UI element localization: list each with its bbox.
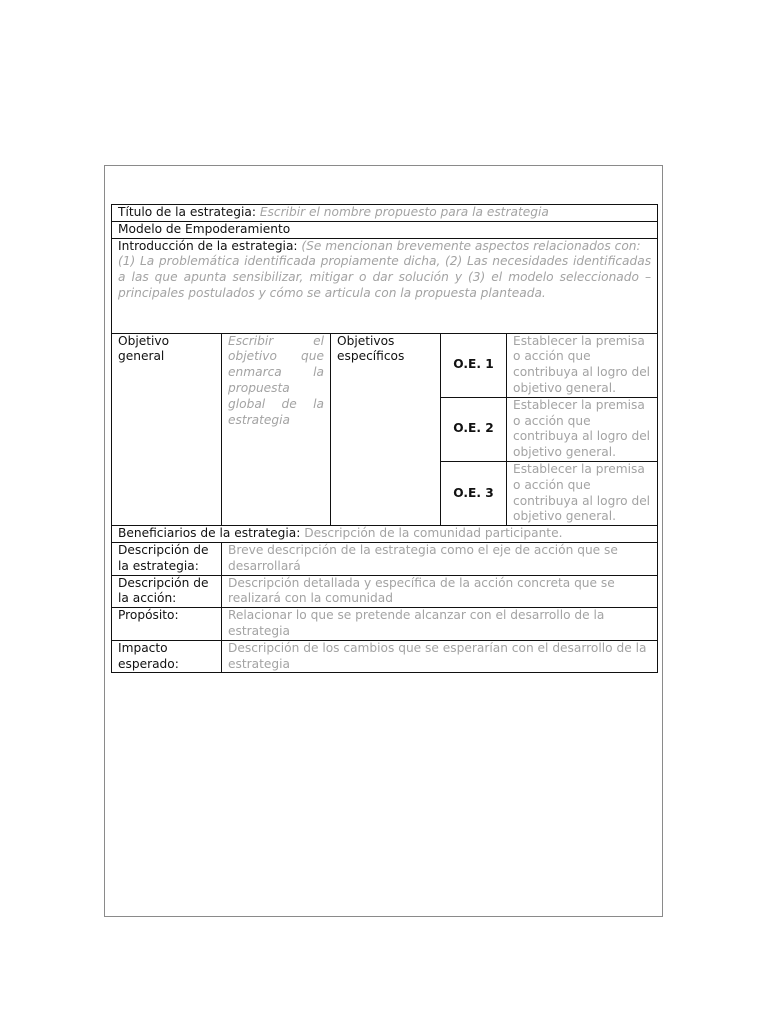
title-cell[interactable] (112, 205, 658, 222)
expected-impact-row (112, 640, 658, 673)
action-description-placeholder[interactable]: Descripción detallada y específica de la acción concreta que se realizará con la comunidad (222, 575, 658, 608)
intro-label: Introducción de la estrategia: (118, 238, 298, 253)
oe-2-text[interactable]: Establecer la premisa o acción que contribuya al logro del objetivo general. (507, 397, 658, 461)
beneficiaries-row (112, 526, 658, 543)
oe-2-label: O.E. 2 (441, 397, 507, 461)
intro-placeholder-2: (1) La problemática identificada propiamente dicha, (2) Las necesidades identificadas a las que apunta sensibilizar, mitigar o dar solución y (3) el modelo seleccionado – principales postulados y cómo se articula con la propuesta planteada. (118, 254, 652, 300)
purpose-placeholder[interactable]: Relacionar lo que se pretende alcanzar con el desarrollo de la estrategia (222, 608, 658, 641)
oe-3-text[interactable]: Establecer la premisa o acción que contribuya al logro del objetivo general. (507, 461, 658, 525)
title-row (112, 205, 658, 222)
action-description-label: Descripción de la acción: (112, 575, 222, 608)
general-objective-label: Objetivo general (118, 333, 170, 364)
expected-impact-placeholder[interactable]: Descripción de los cambios que se esperarían con el desarrollo de la estrategia (222, 640, 658, 673)
intro-placeholder-1: (Se mencionan brevemente aspectos relacionados con: (301, 238, 641, 253)
model-cell[interactable] (112, 221, 658, 238)
purpose-label: Propósito: (112, 608, 222, 641)
general-objective-placeholder-cell[interactable] (222, 333, 331, 526)
purpose-row (112, 608, 658, 641)
oe-1-text[interactable]: Establecer la premisa o acción que contribuya al logro del objetivo general. (507, 333, 658, 397)
model-row (112, 221, 658, 238)
intro-cell[interactable] (112, 238, 658, 333)
beneficiaries-placeholder: Descripción de la comunidad participante. (304, 526, 563, 541)
specific-objectives-label: Objetivos específicos (337, 333, 405, 364)
strategy-description-row (112, 542, 658, 575)
oe-1-label: O.E. 1 (441, 333, 507, 397)
title-label: Título de la estrategia: (118, 205, 256, 219)
objectives-row-1 (112, 333, 658, 397)
strategy-table (111, 204, 658, 673)
beneficiaries-cell[interactable] (112, 526, 658, 543)
intro-row (112, 238, 658, 333)
oe-3-label: O.E. 3 (441, 461, 507, 525)
specific-objectives-label-cell (331, 333, 441, 526)
title-placeholder: Escribir el nombre propuesto para la estrategia (259, 205, 549, 219)
beneficiaries-label: Beneficiarios de la estrategia: (118, 526, 301, 541)
expected-impact-label: Impacto esperado: (112, 640, 222, 673)
strategy-description-label: Descripción de la estrategia: (112, 542, 222, 575)
model-text: Modelo de Empoderamiento (118, 221, 291, 236)
action-description-row (112, 575, 658, 608)
general-objective-placeholder: Escribir el objetivo que enmarca la propuesta global de la estrategia (228, 333, 324, 427)
general-objective-label-cell (112, 333, 222, 526)
strategy-description-placeholder[interactable]: Breve descripción de la estrategia como el eje de acción que se desarrollará (222, 542, 658, 575)
